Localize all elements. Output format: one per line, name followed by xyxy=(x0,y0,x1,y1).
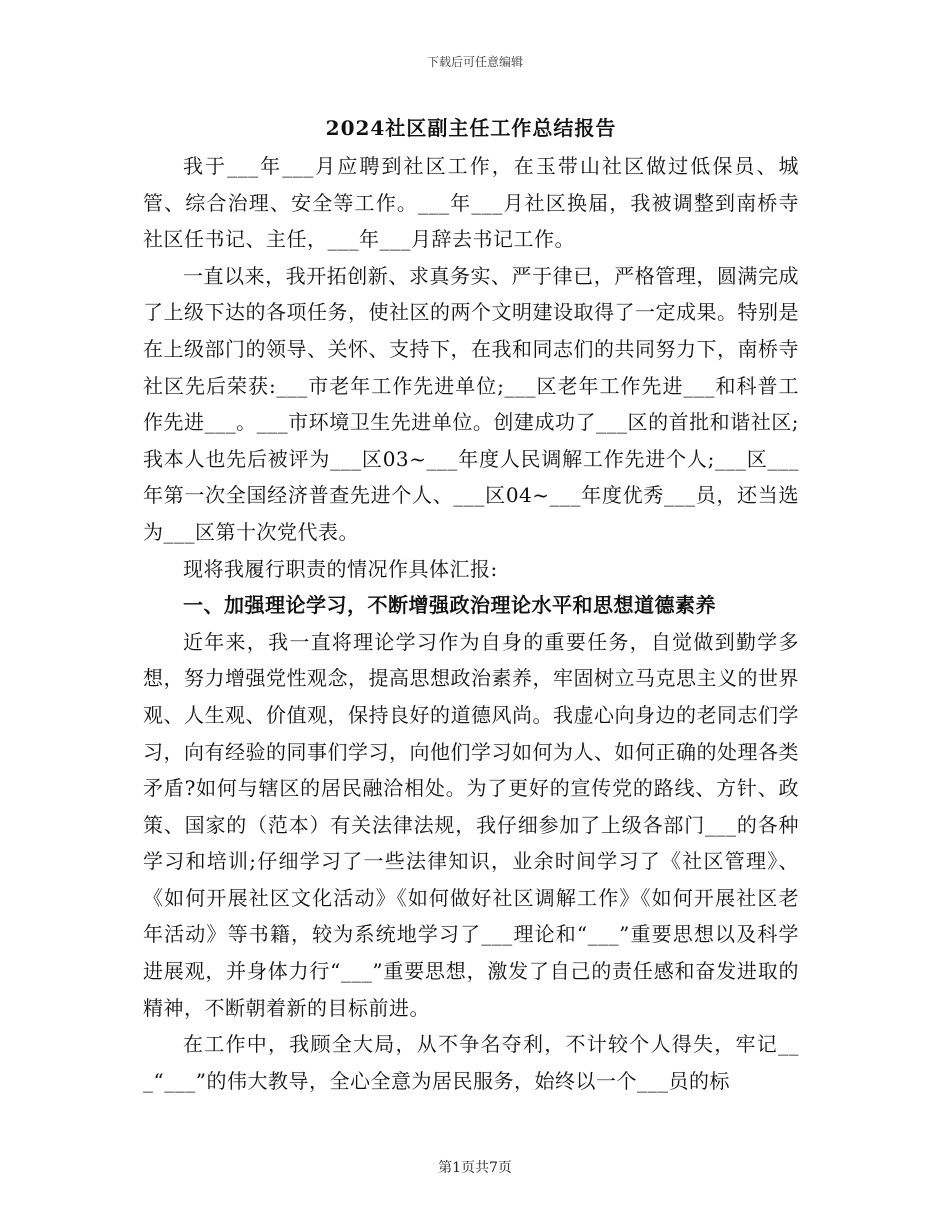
document-title: 2024社区副主任工作总结报告 xyxy=(325,116,617,140)
paragraph: 一直以来，我开拓创新、求真务实、严于律已，严格管理，圆满完成了上级下达的各项任务，使社区的两个文明建设取得了一定成果。特别是在上级部门的领导、关怀、支持下，在我和同志们的共同努力下，南桥寺社区先后荣获:___市老年工作先进单位;___区老年工作先进___和科普工作先进___。___市环境卫生先进单位。创建成功了___区的首批和谐社区;我本人也先后被评为___区03~___年度人民调解工作先进个人;___区___年第一次全国经济普查先进个人、___区04~___年度优秀___员，还当选为___区第十次党代表。 xyxy=(143,263,799,544)
header-note: 下载后可任意编辑 xyxy=(426,55,523,69)
page-number: 第1页共7页 xyxy=(438,1160,512,1176)
paragraph: 我于___年___月应聘到社区工作，在玉带山社区做过低保员、城管、综合治理、安全等工作。___年___月社区换届，我被调整到南桥寺社区任书记、主任，___年___月辞去书记工作。 xyxy=(143,154,799,252)
section-heading: 一、加强理论学习，不断增强政治理论水平和思想道德素养 xyxy=(183,593,716,618)
paragraph: 近年来，我一直将理论学习作为自身的重要任务，自觉做到勤学多想，努力增强党性观念，提高思想政治素养，牢固树立马克思主义的世界观、人生观、价值观，保持良好的道德风尚。我虚心向身边的老同志们学习，向有经验的同事们学习，向他们学习如何为人、如何正确的处理各类矛盾?如何与辖区的居民融洽相处。为了更好的宣传党的路线、方针、政策、国家的（范本）有关法律法规，我仔细参加了上级各部门___的各种学习和培训;仔细学习了一些法律知识，业余时间学习了《社区管理》、《如何开展社区文化活动》《如何做好社区调解工作》《如何开展社区老年活动》等书籍，较为系统地学习了___理论和“___”重要思想以及科学进展观，并身体力行“___”重要思想，激发了自己的责任感和奋发进取的精神，不断朝着新的目标前进。 xyxy=(143,629,799,1020)
document-body xyxy=(143,108,799,1099)
paragraph: 在工作中，我顾全大局，从不争名夺利，不计较个人得失，牢记___“___”的伟大教导，全心全意为居民服务，始终以一个___员的标 xyxy=(143,1032,799,1093)
paragraph: 现将我履行职责的情况作具体汇报: xyxy=(183,556,498,581)
